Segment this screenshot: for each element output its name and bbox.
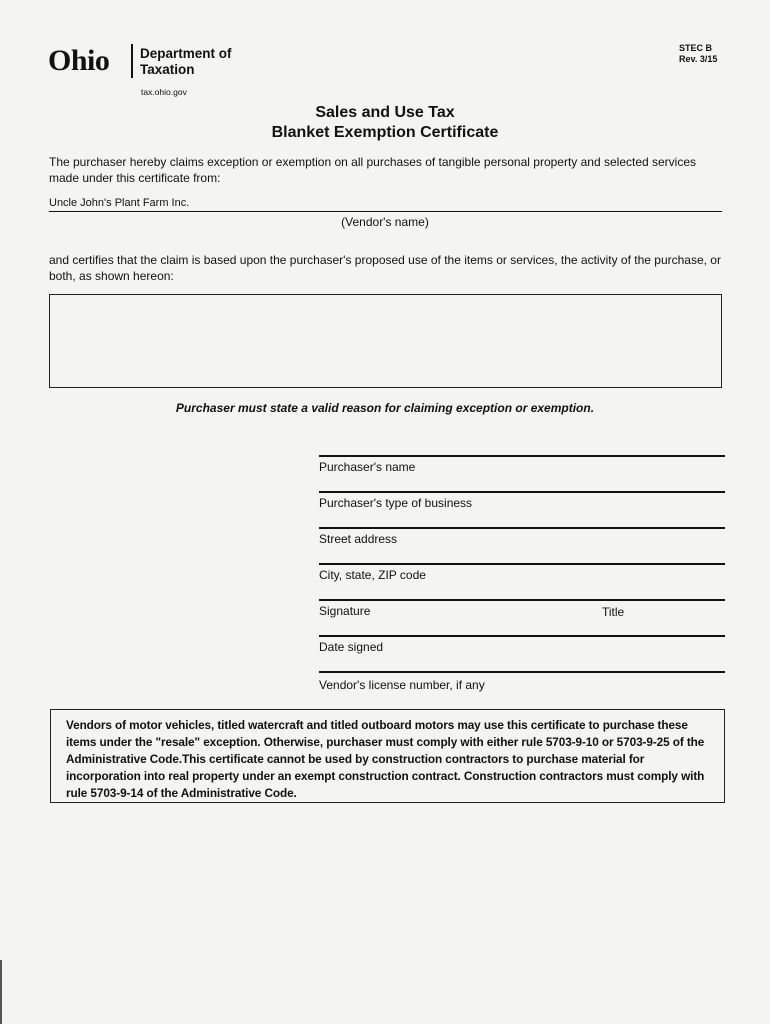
ohio-logo: Ohio	[48, 44, 110, 77]
vendor-name-caption: (Vendor's name)	[341, 215, 429, 229]
business-type-label: Purchaser's type of business	[319, 496, 473, 510]
form-code: STEC B	[679, 43, 713, 53]
notice-text: Vendors of motor vehicles, titled watercraft and titled outboard motors may use this certificate to purchase these items under the "resale" exception. Otherwise, purchaser must comply with either rule 5703-9-10 or 5703-9-25 of the Administrative Code.This certificate cannot be used by construction contractors to purchase material for incorporation into real property under an exempt construction contract. Construction contractors must comply with rule 5703-9-14 of the Administrative Code.	[66, 718, 705, 800]
date-signed-label: Date signed	[319, 640, 384, 654]
signature-label: Signature	[319, 604, 371, 618]
scan-edge-line	[0, 960, 2, 1024]
title-line1: Sales and Use Tax	[315, 104, 455, 121]
department-line2: Taxation	[140, 62, 195, 77]
certify-paragraph: and certifies that the claim is based upon the purchaser's proposed use of the items or services, the activity of the purchase, or both, as shown hereon:	[49, 253, 721, 283]
purchaser-name-label: Purchaser's name	[319, 460, 416, 474]
form-identifier	[679, 43, 717, 65]
exemption-reason-field[interactable]	[49, 294, 722, 388]
street-address-label: Street address	[319, 532, 398, 546]
website-text: tax.ohio.gov	[141, 87, 187, 97]
page-title	[0, 103, 770, 143]
business-type-line[interactable]	[319, 491, 725, 493]
purchaser-name-line[interactable]	[319, 455, 725, 457]
notice-box	[50, 709, 725, 803]
vendor-name-value[interactable]: Uncle John's Plant Farm Inc.	[49, 197, 190, 209]
signature-line[interactable]	[319, 599, 725, 601]
title-line2: Blanket Exemption Certificate	[271, 124, 499, 141]
reason-note: Purchaser must state a valid reason for claiming exception or exemption.	[175, 401, 595, 415]
vendor-license-line[interactable]	[319, 671, 725, 673]
department-line1: Department of	[140, 46, 232, 61]
intro-paragraph: The purchaser hereby claims exception or exemption on all purchases of tangible personal property and selected services made under this certificate from:	[49, 155, 697, 185]
date-signed-line[interactable]	[319, 635, 725, 637]
department-name	[140, 46, 232, 78]
vendor-license-label: Vendor's license number, if any	[319, 678, 485, 692]
vendor-name-line	[49, 211, 722, 212]
city-state-zip-label: City, state, ZIP code	[319, 568, 426, 582]
logo-divider	[131, 44, 133, 78]
form-revision: Rev. 3/15	[679, 54, 718, 64]
street-address-line[interactable]	[319, 527, 725, 529]
city-state-zip-line[interactable]	[319, 563, 725, 565]
title-label: Title	[602, 605, 625, 619]
